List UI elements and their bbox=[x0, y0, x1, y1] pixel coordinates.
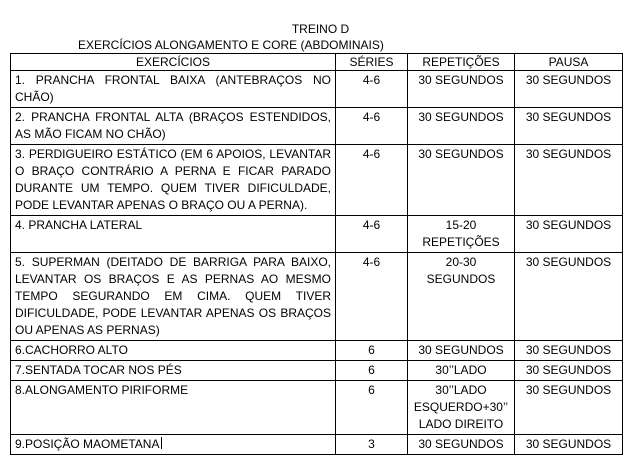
header-series: SÉRIES bbox=[336, 54, 408, 71]
cell-pause[interactable]: 30 SEGUNDOS bbox=[515, 108, 623, 145]
cell-exercise[interactable]: 9.POSIÇÃO MAOMETANA bbox=[11, 435, 336, 455]
cell-exercise[interactable]: 8.ALONGAMENTO PIRIFORME bbox=[11, 381, 336, 435]
cell-reps[interactable]: 30 SEGUNDOS bbox=[408, 435, 515, 455]
cell-series[interactable]: 6 bbox=[336, 381, 408, 435]
table-row bbox=[11, 216, 623, 253]
cell-series[interactable]: 4-6 bbox=[336, 108, 408, 145]
cell-pause[interactable]: 30 SEGUNDOS bbox=[515, 381, 623, 435]
cell-pause[interactable]: 30 SEGUNDOS bbox=[515, 71, 623, 108]
cell-series[interactable]: 3 bbox=[336, 435, 408, 455]
table-row bbox=[11, 435, 623, 455]
cell-reps[interactable]: 30’’LADO ESQUERDO+30’’ LADO DIREITO bbox=[408, 381, 515, 435]
cell-series[interactable]: 4-6 bbox=[336, 71, 408, 108]
document-title: TREINO D bbox=[291, 22, 350, 36]
cell-series[interactable]: 6 bbox=[336, 361, 408, 381]
table-row bbox=[11, 253, 623, 341]
cell-exercise[interactable]: 5. SUPERMAN (DEITADO DE BARRIGA PARA BAIXO, LEVANTAR OS BRAÇOS E AS PERNAS AO MESMO TEMPO SEGURANDO EM CIMA. QUEM TIVER DIFICULDADE, PODE LEVANTAR APENAS OS BRAÇOS OU APENAS AS PERNAS) bbox=[11, 253, 336, 341]
cell-reps[interactable]: 30 SEGUNDOS bbox=[408, 108, 515, 145]
cell-exercise[interactable]: 3. PERDIGUEIRO ESTÁTICO (EM 6 APOIOS, LEVANTAR O BRAÇO CONTRÁRIO A PERNA E FICAR PARADO DURANTE UM TEMPO. QUEM TIVER DIFICULDADE, PODE LEVANTAR APENAS O BRAÇO OU A PERNA). bbox=[11, 145, 336, 216]
table-row bbox=[11, 381, 623, 435]
exercise-table bbox=[10, 53, 623, 455]
table-row bbox=[11, 361, 623, 381]
table-row bbox=[11, 71, 623, 108]
cell-series[interactable]: 4-6 bbox=[336, 145, 408, 216]
cell-pause[interactable]: 30 SEGUNDOS bbox=[515, 145, 623, 216]
cell-reps[interactable]: 30 SEGUNDOS bbox=[408, 71, 515, 108]
cell-reps[interactable]: 30 SEGUNDOS bbox=[408, 145, 515, 216]
header-exercises: EXERCÍCIOS bbox=[11, 54, 336, 71]
cell-pause[interactable]: 30 SEGUNDOS bbox=[515, 216, 623, 253]
cell-pause[interactable]: 30 SEGUNDOS bbox=[515, 435, 623, 455]
cell-reps[interactable]: 15-20 REPETIÇÕES bbox=[408, 216, 515, 253]
cell-series[interactable]: 4-6 bbox=[336, 253, 408, 341]
cell-exercise[interactable]: 1. PRANCHA FRONTAL BAIXA (ANTEBRAÇOS NO CHÃO) bbox=[11, 71, 336, 108]
cell-pause[interactable]: 30 SEGUNDOS bbox=[515, 361, 623, 381]
cell-reps[interactable]: 30 SEGUNDOS bbox=[408, 341, 515, 361]
cell-pause[interactable]: 30 SEGUNDOS bbox=[515, 253, 623, 341]
header-repetitions: REPETIÇÕES bbox=[408, 54, 515, 71]
cell-exercise[interactable]: 2. PRANCHA FRONTAL ALTA (BRAÇOS ESTENDIDOS, AS MÃO FICAM NO CHÃO) bbox=[11, 108, 336, 145]
cell-pause[interactable]: 30 SEGUNDOS bbox=[515, 341, 623, 361]
table-row bbox=[11, 145, 623, 216]
table-row bbox=[11, 108, 623, 145]
cell-series[interactable]: 6 bbox=[336, 341, 408, 361]
document-subtitle: EXERCÍCIOS ALONGAMENTO E CORE (ABDOMINAIS) bbox=[78, 38, 384, 52]
cell-exercise[interactable]: 4. PRANCHA LATERAL bbox=[11, 216, 336, 253]
cell-series[interactable]: 4-6 bbox=[336, 216, 408, 253]
text-cursor bbox=[161, 437, 162, 449]
cell-reps[interactable]: 20-30 SEGUNDOS bbox=[408, 253, 515, 341]
header-pause: PAUSA bbox=[515, 54, 623, 71]
table-row bbox=[11, 341, 623, 361]
cell-exercise[interactable]: 7.SENTADA TOCAR NOS PÉS bbox=[11, 361, 336, 381]
cell-reps[interactable]: 30’’LADO bbox=[408, 361, 515, 381]
table-header-row bbox=[11, 54, 623, 71]
cell-exercise[interactable]: 6.CACHORRO ALTO bbox=[11, 341, 336, 361]
